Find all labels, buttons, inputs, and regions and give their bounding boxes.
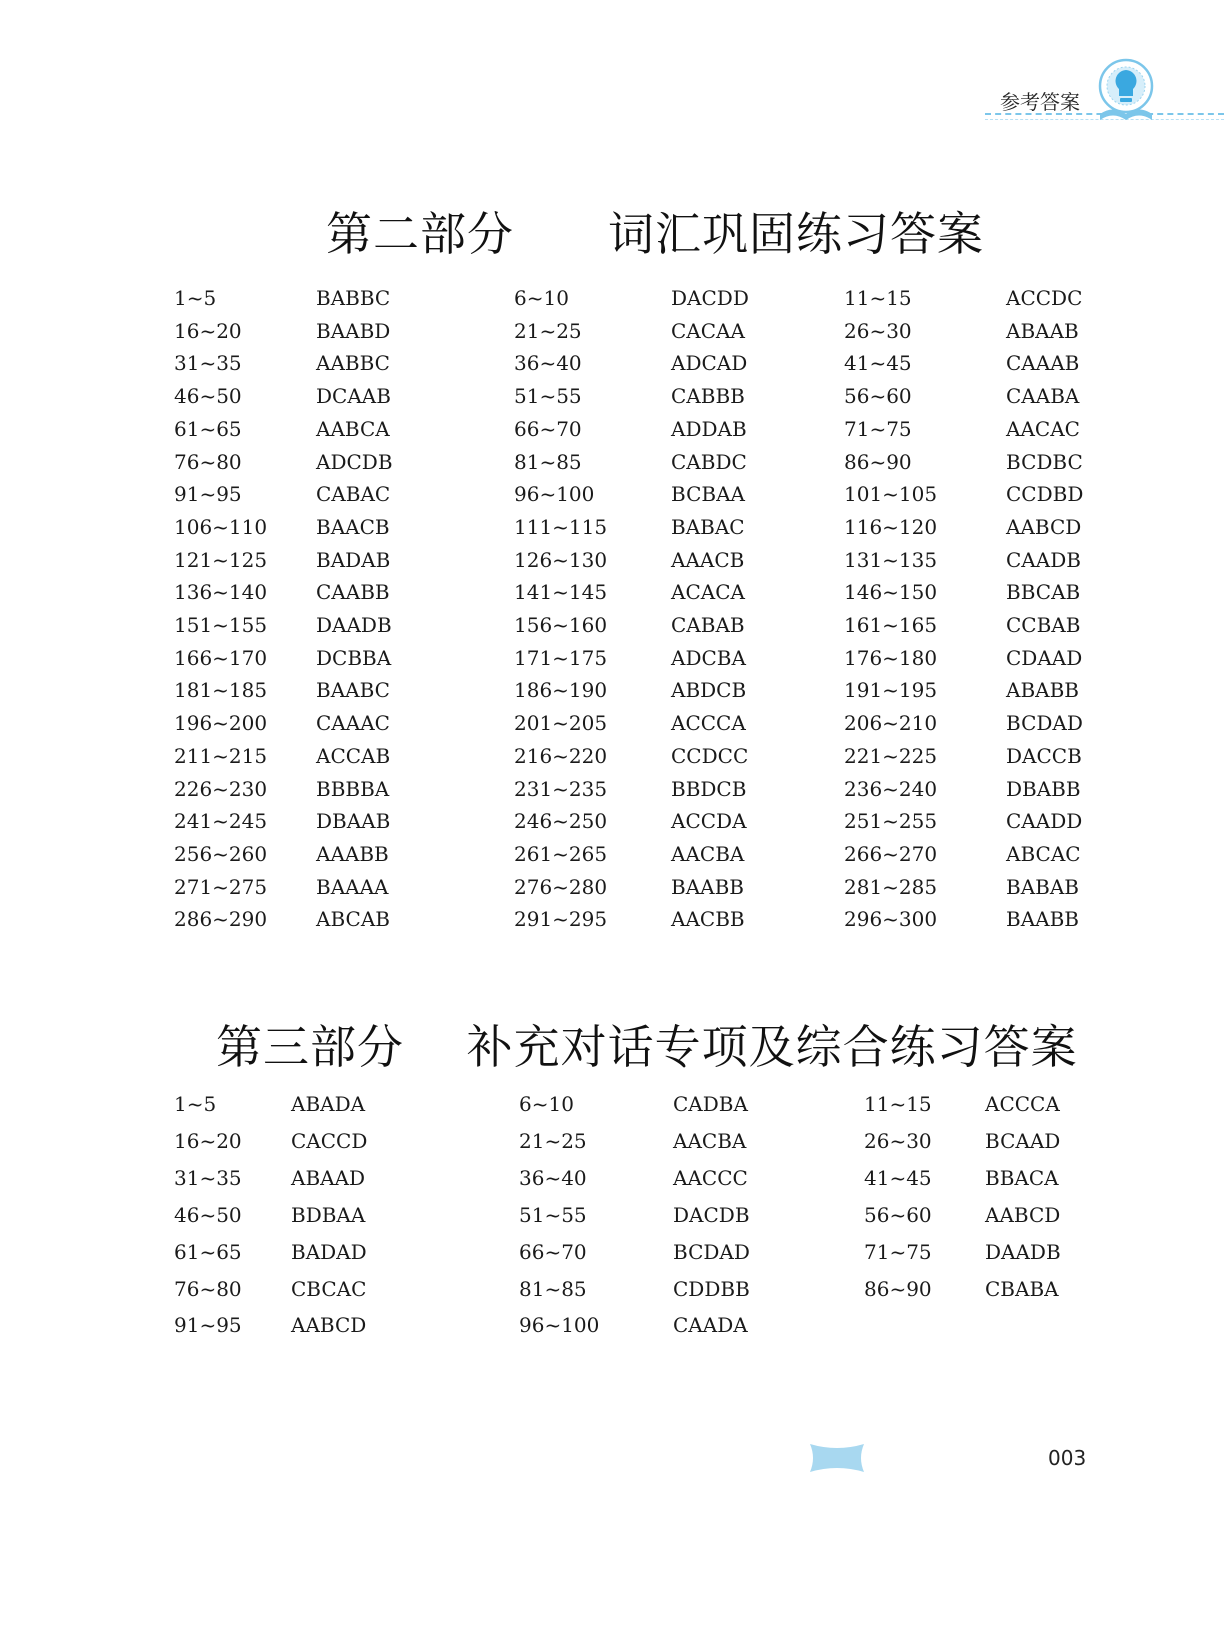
question-range: 161~165 [844, 613, 938, 637]
answer-key: AACBA [671, 841, 745, 866]
question-range: 51~55 [519, 1202, 587, 1227]
answer-key: AAABB [316, 841, 389, 866]
question-range: 141~145 [514, 580, 608, 605]
answer-key: CBCAC [291, 1276, 367, 1301]
answer-key: BDBAA [291, 1202, 366, 1227]
answer-key: BAABB [671, 874, 744, 899]
question-range: 276~280 [514, 874, 608, 899]
question-range: 21~25 [519, 1128, 587, 1153]
question-range: 66~70 [519, 1239, 587, 1264]
question-range: 261~265 [514, 841, 608, 866]
answer-key: AABCA [316, 416, 390, 441]
question-range: 221~225 [844, 743, 938, 768]
question-range: 251~255 [844, 809, 938, 834]
answer-key: ABDCB [671, 678, 747, 703]
question-range: 291~295 [514, 907, 608, 932]
question-range: 131~135 [844, 547, 938, 572]
question-range: 231~235 [514, 776, 608, 801]
answer-key: BAABB [1006, 907, 1079, 932]
answer-key: AABCD [1006, 514, 1082, 539]
answer-key: ABABB [1006, 678, 1079, 703]
answer-key: BABAC [671, 514, 745, 539]
answer-key: CDAAD [1006, 645, 1083, 670]
answer-key: DCBBA [316, 645, 392, 670]
question-range: 121~125 [174, 547, 268, 572]
question-range: 6~10 [514, 286, 569, 310]
answer-key: DACDD [671, 286, 749, 310]
question-range: 211~215 [174, 743, 268, 768]
question-range: 21~25 [514, 318, 582, 343]
answer-key: AAACB [671, 547, 745, 572]
question-range: 26~30 [864, 1128, 932, 1153]
question-range: 101~105 [844, 482, 938, 507]
answer-key: CAABA [1006, 384, 1080, 409]
question-range: 1~5 [174, 286, 217, 310]
answer-key: CABAB [671, 613, 745, 637]
answer-key: ACCCA [985, 1092, 1060, 1116]
answer-key: BADAD [291, 1239, 367, 1264]
question-range: 56~60 [844, 384, 912, 409]
question-range: 191~195 [844, 678, 938, 703]
answer-key: CCDBD [1006, 482, 1084, 507]
question-range: 6~10 [519, 1092, 574, 1116]
answer-key: ABCAB [316, 907, 390, 932]
question-range: 181~185 [174, 678, 268, 703]
answer-key: CACCD [291, 1128, 368, 1153]
question-range: 256~260 [174, 841, 268, 866]
answer-key: BABAB [1006, 874, 1079, 899]
question-range: 31~35 [174, 1165, 242, 1190]
answer-key: AACBB [671, 907, 745, 932]
answer-key: AACBA [673, 1128, 747, 1153]
question-range: 56~60 [864, 1202, 932, 1227]
answer-key: AABCD [291, 1313, 367, 1338]
answer-key: CAABB [316, 580, 390, 605]
answer-key: CACAA [671, 318, 745, 343]
answer-key: BCDAD [1006, 711, 1083, 736]
answer-key: ADCBA [671, 645, 746, 670]
answer-key: BBCAB [1006, 580, 1081, 605]
question-range: 296~300 [844, 907, 938, 932]
answer-key: ABADA [291, 1092, 366, 1116]
question-range: 76~80 [174, 449, 242, 474]
answer-key: ACCDC [1006, 286, 1083, 310]
answer-key: BBACA [985, 1165, 1059, 1190]
answer-key: DBAAB [316, 809, 391, 834]
question-range: 71~75 [864, 1239, 932, 1264]
question-range: 91~95 [174, 1313, 242, 1338]
question-range: 36~40 [514, 351, 582, 376]
question-range: 166~170 [174, 645, 268, 670]
question-range: 96~100 [519, 1313, 600, 1338]
answer-key: CDDBB [673, 1276, 750, 1301]
question-range: 16~20 [174, 318, 242, 343]
question-range: 206~210 [844, 711, 938, 736]
answer-key: ABCAC [1006, 841, 1081, 866]
answer-key: CAADD [1006, 809, 1083, 834]
answer-key: BBDCB [671, 776, 747, 801]
question-range: 71~75 [844, 416, 912, 441]
answer-key: BCAAD [985, 1128, 1061, 1153]
question-range: 26~30 [844, 318, 912, 343]
answer-key: ACCAB [316, 743, 391, 768]
question-range: 226~230 [174, 776, 268, 801]
question-range: 236~240 [844, 776, 938, 801]
question-range: 246~250 [514, 809, 608, 834]
question-range: 136~140 [174, 580, 268, 605]
answer-key: CBABA [985, 1276, 1059, 1301]
answer-key: ACCCA [671, 711, 746, 736]
question-range: 241~245 [174, 809, 268, 834]
question-range: 271~275 [174, 874, 268, 899]
question-range: 201~205 [514, 711, 608, 736]
answer-key: BAACB [316, 514, 390, 539]
question-range: 41~45 [864, 1165, 932, 1190]
question-range: 176~180 [844, 645, 938, 670]
question-range: 86~90 [844, 449, 912, 474]
answer-key: DCAAB [316, 384, 391, 409]
answer-key: CAADB [1006, 547, 1081, 572]
header-label: 参考答案 [1000, 90, 1080, 114]
question-range: 146~150 [844, 580, 938, 605]
answer-key: BCDAD [673, 1239, 750, 1264]
answer-key: ABAAD [291, 1165, 366, 1190]
answer-key: ACCDA [671, 809, 747, 834]
answer-key: ABAAB [1006, 318, 1079, 343]
answer-key: CCBAB [1006, 613, 1081, 637]
question-range: 81~85 [519, 1276, 587, 1301]
answer-key: BABBC [316, 286, 391, 310]
answer-key: DAADB [985, 1239, 1061, 1264]
answer-key: BCBAA [671, 482, 745, 507]
question-range: 51~55 [514, 384, 582, 409]
question-range: 151~155 [174, 613, 268, 637]
question-range: 46~50 [174, 1202, 242, 1227]
answer-key: AACCC [673, 1165, 748, 1190]
question-range: 66~70 [514, 416, 582, 441]
footer-ribbon-decoration [808, 1442, 866, 1474]
answer-key: AABBC [316, 351, 390, 376]
answer-key: CAAAB [1006, 351, 1080, 376]
question-range: 11~15 [864, 1092, 932, 1116]
question-range: 111~115 [514, 514, 608, 539]
answer-key: ACACA [671, 580, 745, 605]
answer-key: ADCAD [671, 351, 748, 376]
question-range: 91~95 [174, 482, 242, 507]
question-range: 11~15 [844, 286, 912, 310]
question-range: 96~100 [514, 482, 595, 507]
question-range: 61~65 [174, 416, 242, 441]
question-range: 36~40 [519, 1165, 587, 1190]
question-range: 16~20 [174, 1128, 242, 1153]
answer-key: DBABB [1006, 776, 1081, 801]
question-range: 286~290 [174, 907, 268, 932]
section-3-title: 第三部分 补充对话专项及综合练习答案 [216, 1020, 1078, 1074]
section-2-title: 第二部分 词汇巩固练习答案 [326, 207, 984, 261]
answer-key: AABCD [985, 1202, 1061, 1227]
answer-key: ADCDB [316, 449, 393, 474]
answer-key: CABBB [671, 384, 745, 409]
question-range: 281~285 [844, 874, 938, 899]
question-range: 61~65 [174, 1239, 242, 1264]
answer-key: BCDBC [1006, 449, 1083, 474]
question-range: 1~5 [174, 1092, 217, 1116]
answer-key: DAADB [316, 613, 392, 637]
answer-key: BAABC [316, 678, 390, 703]
question-range: 186~190 [514, 678, 608, 703]
answer-key: CAAAC [316, 711, 390, 736]
question-range: 116~120 [844, 514, 938, 539]
lightbulb-book-icon [1090, 56, 1160, 124]
question-range: 126~130 [514, 547, 608, 572]
question-range: 31~35 [174, 351, 242, 376]
answer-key: DACDB [673, 1202, 750, 1227]
answer-key: AACAC [1006, 416, 1080, 441]
question-range: 156~160 [514, 613, 608, 637]
answer-key: ADDAB [671, 416, 747, 441]
question-range: 86~90 [864, 1276, 932, 1301]
page-number: 003 [1048, 1446, 1087, 1470]
answer-key: DACCB [1006, 743, 1082, 768]
answer-key: BAABD [316, 318, 391, 343]
question-range: 106~110 [174, 514, 268, 539]
answer-key: BAAAA [316, 874, 389, 899]
answer-key: CABAC [316, 482, 391, 507]
answer-key: CADBA [673, 1092, 748, 1116]
answer-key: CAADA [673, 1313, 748, 1338]
answer-key: CABDC [671, 449, 747, 474]
answer-key: CCDCC [671, 743, 749, 768]
answer-key: BADAB [316, 547, 391, 572]
question-range: 41~45 [844, 351, 912, 376]
question-range: 266~270 [844, 841, 938, 866]
question-range: 76~80 [174, 1276, 242, 1301]
question-range: 216~220 [514, 743, 608, 768]
answer-key: BBBBA [316, 776, 390, 801]
question-range: 46~50 [174, 384, 242, 409]
question-range: 81~85 [514, 449, 582, 474]
question-range: 196~200 [174, 711, 268, 736]
question-range: 171~175 [514, 645, 608, 670]
